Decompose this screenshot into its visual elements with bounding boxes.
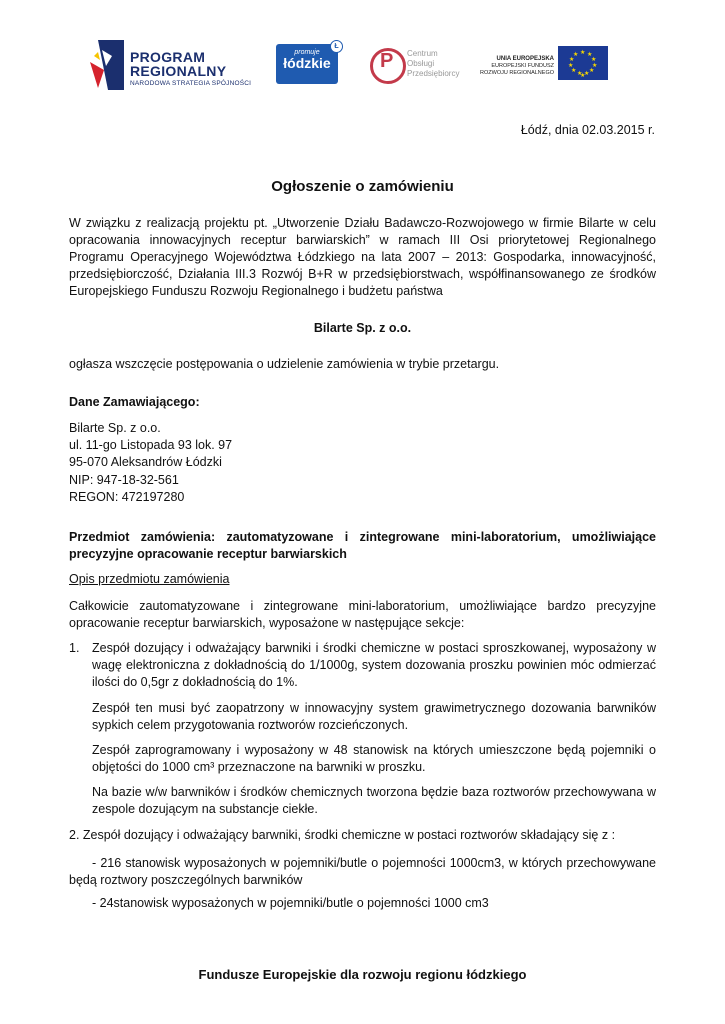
item1-paragraph-3: Na bazie w/w barwników i środków chemicznych tworzona będzie baza roztworów przechowywana w zespole dozującym na substancje ciekłe. bbox=[92, 785, 656, 816]
address-line: 95-070 Aleksandrów Łódzki bbox=[69, 455, 222, 470]
item2-text: 2. Zespół dozujący i odważający barwniki, środki chemiczne w postaci roztworów składający się z : bbox=[69, 828, 616, 842]
cop-text bbox=[407, 49, 459, 79]
ue-line1: UNIA EUROPEJSKA bbox=[496, 56, 554, 62]
item1-paragraph-1: Zespół ten musi być zaopatrzony w innowacyjny system grawimetrycznego dozowania barwników sypkich celem przygotowania roztworów rozcieńczonych. bbox=[92, 701, 656, 732]
header-logos bbox=[0, 38, 725, 98]
intro-paragraph: W związku z realizacją projektu pt. „Utworzenie Działu Badawczo-Rozwojowego w firmie Bilarte w celu opracowania innowacyjnych receptur barwiarskich” w ramach III Osi priorytetowej Regionalnego Programu Operacyjnego Województwa Łódzkiego na lata 2007 – 2013: Gospodarka, innowacyjność, przedsiębiorczość, Działania III.3 Rozwój B+R w przedsiębiorstwach, współfinansowanego ze środków Europejskiego Funduszu Rozwoju Regionalnego i budżetu państwa bbox=[69, 216, 656, 298]
address-line: NIP: 947-18-32-561 bbox=[69, 472, 179, 487]
cop-letter-icon: P bbox=[380, 50, 394, 72]
program-regionalny-text bbox=[130, 50, 251, 87]
ue-line2: EUROPEJSKI FUNDUSZ bbox=[491, 63, 554, 69]
opis-paragraph: Całkowicie zautomatyzowane i zintegrowane mini-laboratorium, umożliwiające bardzo precyzyjne opracowanie receptur barwiarskich, wyposażone w następujące sekcje: bbox=[69, 599, 656, 630]
lodzkie-label: łódzkie bbox=[283, 55, 331, 71]
ue-text bbox=[480, 56, 554, 77]
dash-item-2: - 24stanowisk wyposażonych w pojemniki/butle o pojemności 1000 cm3 bbox=[92, 896, 489, 910]
address-block bbox=[69, 420, 232, 506]
cop-line3: Przedsiębiorcy bbox=[407, 69, 460, 78]
company-name: Bilarte Sp. z o.o. bbox=[313, 321, 412, 335]
opis-heading: Opis przedmiotu zamówienia bbox=[69, 572, 230, 586]
item1-text: Zespół dozujący i odważający barwniki i środki chemiczne w postaci sproszkowanej, wyposażony w wagę elektroniczna z dokładnością do 1/1000g, system dozowania proszku powinien móc odmierzać ilości do 0,5gr z dokładnością do 1%. bbox=[92, 641, 656, 689]
address-line: ul. 11-go Listopada 93 lok. 97 bbox=[69, 438, 233, 453]
lodzkie-badge-icon: Ł bbox=[330, 40, 343, 53]
item1-paragraph-2: Zespół zaprogramowany i wyposażony w 48 stanowisk na których umieszczone będą pojemniki o objętości do 1000 cm³ przeznaczone na barwniki w proszku. bbox=[92, 743, 656, 774]
promuje-label: promuje bbox=[294, 49, 320, 56]
cop-line2: Obsługi bbox=[407, 59, 435, 68]
announcement-text: ogłasza wszczęcie postępowania o udzielenie zamówienia w trybie przetargu. bbox=[69, 357, 500, 371]
address-line: REGON: 472197280 bbox=[69, 489, 185, 504]
address-line: Bilarte Sp. z o.o. bbox=[69, 421, 161, 435]
promuje-lodzkie-logo bbox=[276, 44, 338, 84]
dane-heading: Dane Zamawiającego: bbox=[69, 395, 200, 409]
program-label: PROGRAM bbox=[130, 49, 206, 65]
program-regionalny-logo-icon bbox=[90, 40, 124, 90]
regionalny-label: REGIONALNY bbox=[130, 63, 227, 79]
cop-line1: Centrum bbox=[407, 49, 438, 58]
subject-heading: Przedmiot zamówienia: zautomatyzowane i zintegrowane mini-laboratorium, umożliwiające precyzyjne opracowanie receptur barwiarskich bbox=[69, 530, 656, 561]
dash-item-1: - 216 stanowisk wyposażonych w pojemniki/butle o pojemności 1000cm3, w których przechowywane będą roztwory poszczególnych barwników bbox=[69, 856, 656, 887]
document-date: Łódź, dnia 02.03.2015 r. bbox=[520, 123, 655, 137]
document-title: Ogłoszenie o zamówieniu bbox=[271, 178, 454, 195]
ue-line3: ROZWOJU REGIONALNEGO bbox=[480, 70, 554, 76]
footer-text: Fundusze Europejskie dla rozwoju regionu łódzkiego bbox=[198, 967, 527, 982]
item1-number: 1. bbox=[69, 641, 80, 655]
strategy-label: NARODOWA STRATEGIA SPÓJNOŚCI bbox=[130, 80, 252, 87]
eu-flag-icon: ★ ★ ★ ★ ★ ★ ★ ★ ★ ★ ★ ★ bbox=[558, 46, 608, 80]
